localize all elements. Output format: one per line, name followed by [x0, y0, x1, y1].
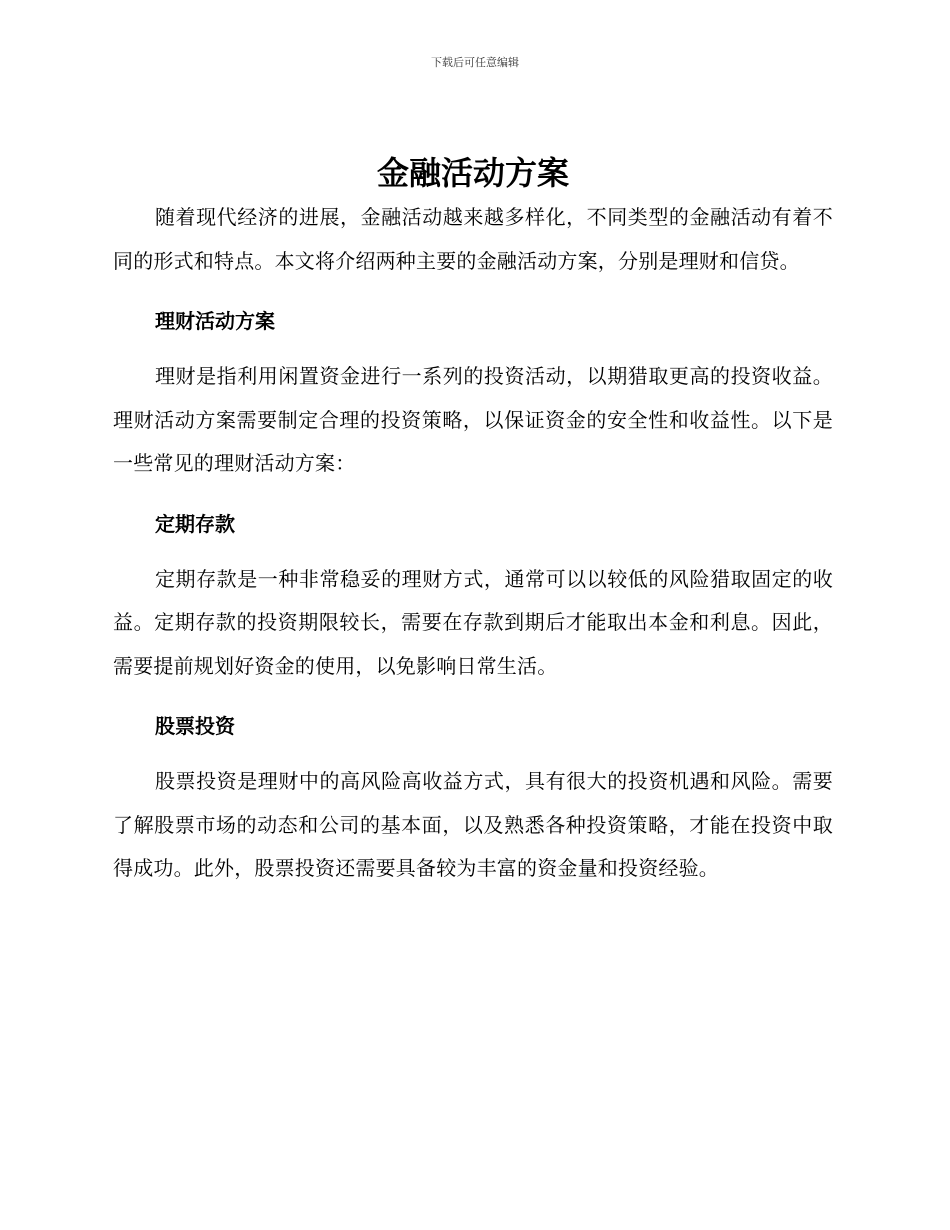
section-heading-fixed-deposit: 定期存款 [155, 511, 235, 536]
spacer [113, 688, 833, 712]
section-body-stock-investment: 股票投资是理财中的高风险高收益方式，具有很大的投资机遇和风险。需要了解股票市场的动态和公司的基本面，以及熟悉各种投资策略，才能在投资中取得成功。此外，股票投资还需要具备较为丰富的资金量和投资经验。 [113, 769, 833, 880]
spacer [113, 538, 833, 558]
spacer [113, 486, 833, 510]
section-body-wealth-management: 理财是指利用闲置资金进行一系列的投资活动，以期猎取更高的投资收益。理财活动方案需要制定合理的投资策略，以保证资金的安全性和收益性。以下是一些常见的理财活动方案： [113, 364, 833, 475]
section-body-fixed-deposit: 定期存款是一种非常稳妥的理财方式，通常可以以较低的风险猎取固定的收益。定期存款的投资期限较长，需要在存款到期后才能取出本金和利息。因此，需要提前规划好资金的使用，以免影响日常生活。 [113, 566, 833, 678]
header-note: 下载后可任意编辑 [431, 56, 519, 69]
section-heading-stock-investment: 股票投资 [155, 714, 235, 738]
spacer [113, 283, 833, 307]
spacer [113, 335, 833, 355]
document-title: 金融活动方案 [376, 154, 569, 192]
intro-paragraph: 随着现代经济的进展，金融活动越来越多样化，不同类型的金融活动有着不同的形式和特点。本文将介绍两种主要的金融活动方案，分别是理财和信贷。 [113, 205, 833, 273]
document-body [113, 150, 833, 891]
spacer [113, 740, 833, 760]
section-heading-wealth-management: 理财活动方案 [155, 309, 275, 333]
